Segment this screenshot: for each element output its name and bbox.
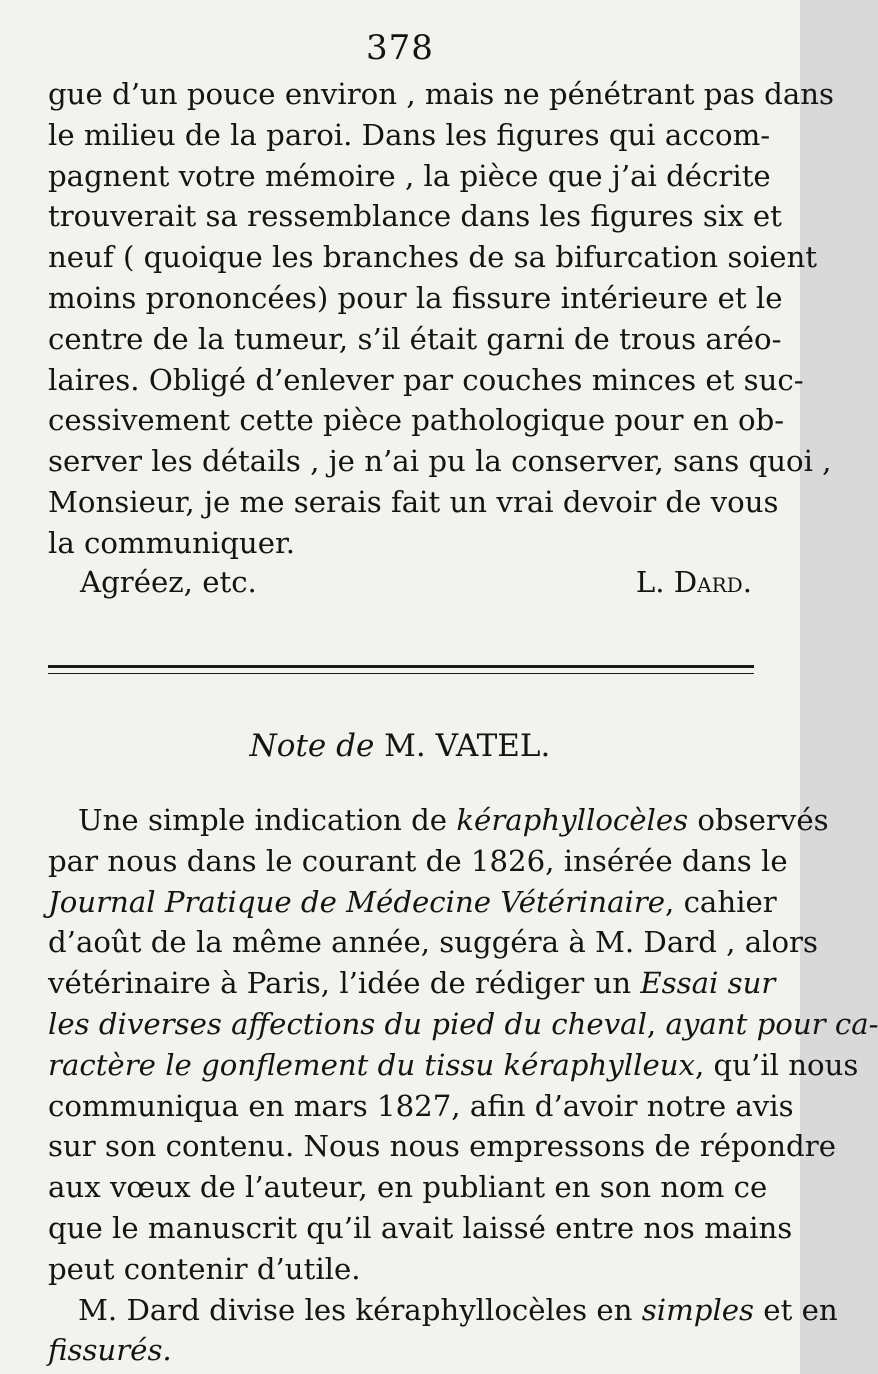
section-divider-thick: [48, 665, 754, 668]
text-line: centre de la tumeur, s’il était garni de trous aréo-: [48, 321, 782, 356]
note-heading: [0, 728, 800, 764]
text-line: Monsieur, je me serais fait un vrai devoir de vous: [48, 484, 779, 519]
text-line: [48, 1290, 838, 1331]
letter-closing: [80, 562, 752, 603]
text-line: sur son contenu. Nous nous empressons de répondre: [48, 1129, 836, 1164]
text-run: ,: [646, 1006, 666, 1041]
closing-formula: Agréez, etc.: [80, 565, 257, 599]
text-line: d’août de la même année, suggéra à M. Dard , alors: [48, 925, 818, 960]
italic-term: fissurés.: [48, 1333, 172, 1368]
text-line: [48, 1330, 754, 1371]
note-heading-prefix: Note de: [249, 728, 375, 764]
essay-title: Essai sur: [640, 966, 776, 1001]
signature: L. Dard.: [635, 565, 752, 599]
page-number: 378: [366, 28, 434, 68]
text-line: server les détails , je n’ai pu la conserver, sans quoi ,: [48, 444, 832, 479]
text-run: , qu’il nous: [695, 1047, 859, 1082]
essay-title: ayant pour ca-: [665, 1006, 878, 1041]
text-line: aux vœux de l’auteur, en publiant en son nom ce: [48, 1170, 768, 1205]
text-run: vétérinaire à Paris, l’idée de rédiger un: [48, 966, 641, 1001]
text-line: peut contenir d’utile.: [48, 1251, 361, 1286]
text-line: cessivement cette pièce pathologique pour en ob-: [48, 403, 785, 438]
text-line: [48, 800, 829, 841]
text-line: le milieu de la paroi. Dans les figures qui accom-: [48, 117, 771, 152]
text-run: , cahier: [665, 884, 777, 919]
text-run: M. Dard divise les kéraphyllocèles en: [78, 1292, 642, 1327]
text-run: et en: [754, 1292, 838, 1327]
essay-title: les diverses affections du pied du cheval: [48, 1006, 647, 1041]
text-line: moins prononcées) pour la fissure intérieure et le: [48, 280, 783, 315]
text-line: [48, 882, 777, 923]
text-line: [48, 1004, 878, 1045]
text-run: Une simple indication de: [78, 803, 457, 837]
text-line: pagnent votre mémoire , la pièce que j’ai décrite: [48, 158, 771, 193]
journal-title: Journal Pratique de Médecine Vétérinaire: [48, 884, 666, 919]
essay-title: ractère le gonflement du tissu kéraphylleux: [48, 1047, 695, 1082]
text-line: neuf ( quoique les branches de sa bifurcation soient: [48, 240, 818, 275]
italic-term: kéraphyllocèles: [456, 803, 689, 837]
text-line: [48, 963, 776, 1004]
text-line: que le manuscrit qu’il avait laissé entre nos mains: [48, 1210, 793, 1245]
text-line: communiqua en mars 1827, afin d’avoir notre avis: [48, 1088, 794, 1123]
text-line: la communiquer.: [48, 525, 295, 560]
text-line: par nous dans le courant de 1826, insérée dans le: [48, 843, 788, 878]
text-line: trouverait sa ressemblance dans les figures six et: [48, 199, 782, 234]
text-line: gue d’un pouce environ , mais ne pénétrant pas dans: [48, 77, 835, 111]
section-divider-thin: [48, 673, 754, 674]
italic-term: simples: [641, 1292, 755, 1327]
text-line: [48, 1045, 859, 1086]
text-line: laires. Obligé d’enlever par couches minces et suc-: [48, 362, 804, 397]
note-heading-author: M. VATEL.: [384, 728, 551, 764]
text-run: observés: [688, 803, 829, 837]
letter-text: [48, 74, 835, 564]
note-text: [48, 800, 878, 1371]
